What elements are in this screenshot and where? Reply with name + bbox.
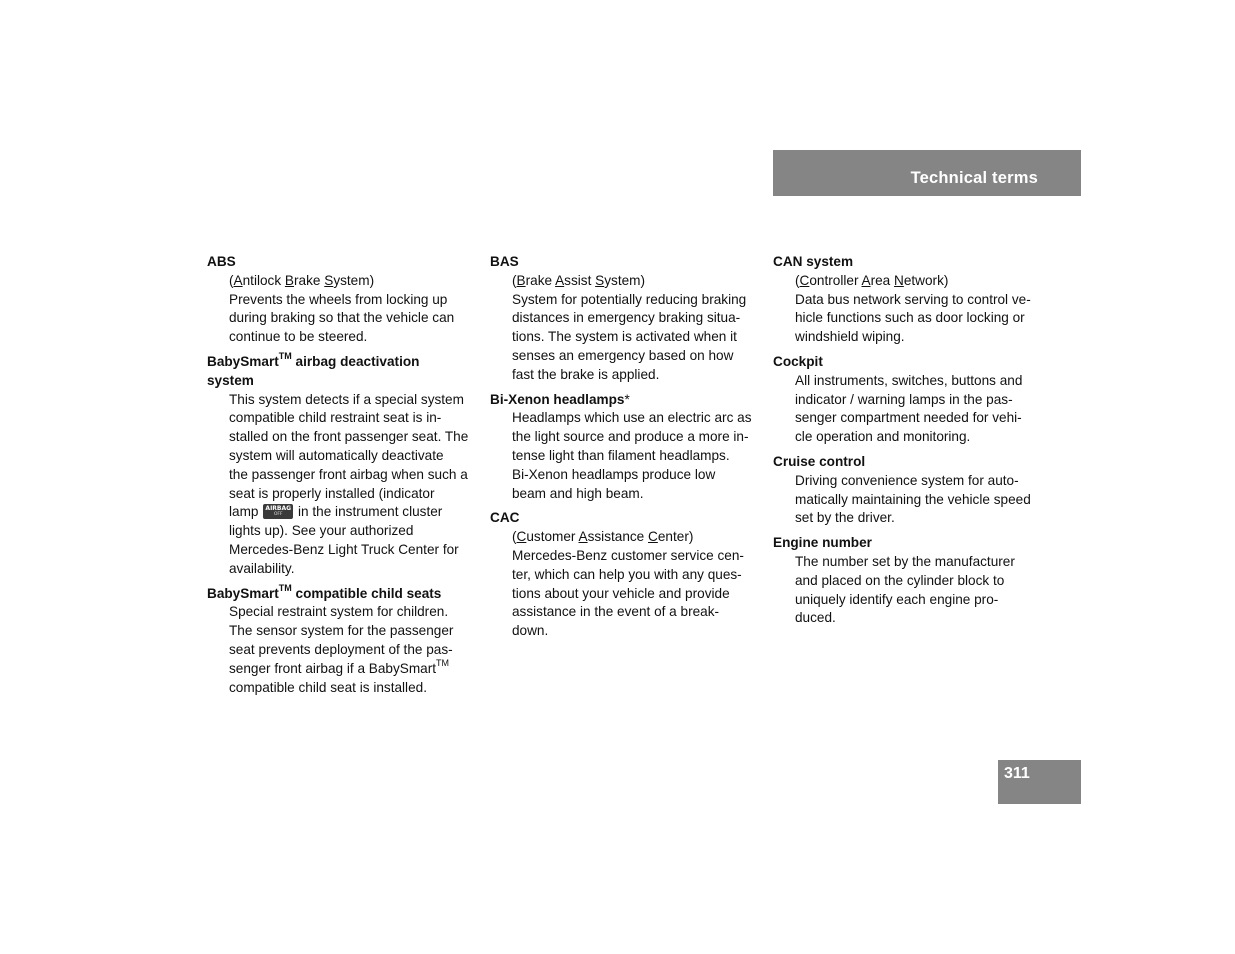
definition-line: System for potentially reducing braking bbox=[512, 291, 747, 307]
definition-line: the light source and produce a more in- bbox=[512, 429, 749, 445]
definition-line: tions about your vehicle and provide bbox=[512, 585, 730, 601]
glossary-column-3 bbox=[773, 253, 1043, 628]
definition-bas bbox=[490, 272, 760, 385]
definition-line: senger compartment needed for vehi- bbox=[795, 410, 1022, 426]
definition-line: tense light than filament headlamps. bbox=[512, 447, 730, 463]
definition-line: hicle functions such as door locking or bbox=[795, 310, 1025, 326]
definition-line: cle operation and monitoring. bbox=[795, 429, 971, 445]
definition-line: Data bus network serving to control ve- bbox=[795, 291, 1031, 307]
definition-line: system will automatically deactivate bbox=[229, 447, 444, 463]
definition-line: Driving convenience system for auto- bbox=[795, 472, 1019, 488]
definition-bi-xenon-headlamps bbox=[490, 409, 760, 503]
term-engine-number: Engine number bbox=[773, 535, 872, 551]
definition-line: seat is properly installed (indicator bbox=[229, 485, 435, 501]
term-bi-xenon-headlamps: Bi-Xenon headlamps* bbox=[490, 391, 630, 407]
definition-line: continue to be steered. bbox=[229, 329, 368, 345]
definition-line: stalled on the front passenger seat. The bbox=[229, 429, 469, 445]
section-header-bar bbox=[773, 150, 1081, 196]
page-number: 311 bbox=[1004, 765, 1030, 782]
definition-line: lamp AIRBAG OFF in the instrument cluster bbox=[229, 503, 477, 522]
definition-line: Headlamps which use an electric arc as bbox=[512, 410, 752, 426]
definition-babysmart-compatible-child-seats bbox=[207, 603, 477, 697]
definition-line: down. bbox=[512, 623, 549, 639]
definition-line: senger front airbag if a BabySmart™ bbox=[229, 658, 450, 676]
definition-line: The number set by the manufacturer bbox=[795, 553, 1015, 569]
definition-abs bbox=[207, 272, 477, 347]
definition-line: beam and high beam. bbox=[512, 485, 644, 501]
definition-line: assistance in the event of a break- bbox=[512, 604, 720, 620]
definition-line: compatible child seat is installed. bbox=[229, 679, 427, 695]
definition-cockpit bbox=[773, 372, 1043, 447]
definition-line: Bi-Xenon headlamps produce low bbox=[512, 466, 716, 482]
glossary-column-1 bbox=[207, 253, 477, 697]
definition-line: Prevents the wheels from locking up bbox=[229, 291, 448, 307]
definition-line: senses an emergency based on how bbox=[512, 347, 734, 363]
term-abs: ABS bbox=[207, 254, 236, 269]
term-bas: BAS bbox=[490, 254, 519, 269]
definition-engine-number bbox=[773, 553, 1043, 628]
definition-line: availability. bbox=[229, 560, 295, 576]
definition-line: All instruments, switches, buttons and bbox=[795, 372, 1023, 388]
definition-line: duced. bbox=[795, 610, 836, 626]
definition-line: during braking so that the vehicle can bbox=[229, 310, 455, 326]
page-number-box bbox=[998, 760, 1081, 804]
definition-line: windshield wiping. bbox=[795, 329, 905, 345]
glossary-column-2 bbox=[490, 253, 760, 641]
definition-line: Mercedes-Benz customer service cen- bbox=[512, 547, 744, 563]
definition-line: matically maintaining the vehicle speed bbox=[795, 491, 1031, 507]
definition-line: indicator / warning lamps in the pas- bbox=[795, 391, 1013, 407]
definition-line: This system detects if a special system bbox=[229, 391, 464, 407]
definition-line: and placed on the cylinder block to bbox=[795, 572, 1005, 588]
term-cac: CAC bbox=[490, 510, 520, 526]
definition-cac bbox=[490, 528, 760, 641]
definition-cruise-control bbox=[773, 472, 1043, 528]
term-cockpit: Cockpit bbox=[773, 353, 823, 369]
definition-line: (Antilock Brake System) bbox=[229, 272, 375, 288]
term-can-system: CAN system bbox=[773, 254, 854, 269]
term-babysmart-compatible-child-seats: BabySmart™ compatible child seats bbox=[207, 583, 442, 601]
definition-line: the passenger front airbag when such a bbox=[229, 466, 468, 482]
definition-line: Special restraint system for children. bbox=[229, 604, 449, 620]
definition-line: seat prevents deployment of the pas- bbox=[229, 641, 453, 657]
definition-line: The sensor system for the passenger bbox=[229, 623, 454, 639]
term-cruise-control: Cruise control bbox=[773, 453, 866, 469]
definition-line: lights up). See your authorized bbox=[229, 523, 414, 539]
definition-line: tions. The system is activated when it bbox=[512, 329, 737, 345]
definition-line: compatible child restraint seat is in- bbox=[229, 410, 442, 426]
definition-line: uniquely identify each engine pro- bbox=[795, 591, 999, 607]
definition-line: fast the brake is applied. bbox=[512, 366, 660, 382]
definition-line: distances in emergency braking situa- bbox=[512, 310, 741, 326]
definition-line: set by the driver. bbox=[795, 510, 895, 526]
airbag-off-indicator-icon bbox=[263, 504, 293, 519]
definition-line: (Brake Assist System) bbox=[512, 272, 645, 288]
definition-line: (Customer Assistance Center) bbox=[512, 529, 694, 545]
definition-line: Mercedes-Benz Light Truck Center for bbox=[229, 541, 459, 557]
section-title: Technical terms bbox=[910, 169, 1038, 187]
term-babysmart-airbag-deactivation: BabySmart™ airbag deactivation system bbox=[207, 351, 420, 388]
definition-line: (Controller Area Network) bbox=[795, 272, 949, 288]
definition-can-system bbox=[773, 272, 1043, 347]
definition-babysmart-airbag-deactivation bbox=[207, 391, 477, 579]
definition-line: ter, which can help you with any ques- bbox=[512, 566, 742, 582]
